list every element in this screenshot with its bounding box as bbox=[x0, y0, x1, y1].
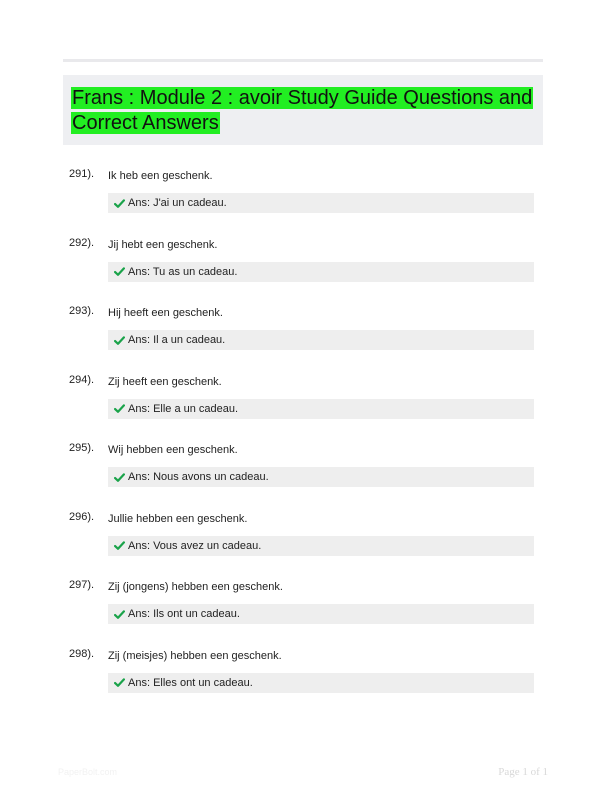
question-text: Zij (jongens) hebben een geschenk. bbox=[108, 581, 283, 593]
check-icon bbox=[114, 609, 125, 620]
page-title-text: Frans : Module 2 : avoir Study Guide Questions and Correct Answers bbox=[72, 87, 533, 134]
answer-text: Ans: Elles ont un cadeau. bbox=[128, 676, 253, 689]
check-icon bbox=[114, 198, 125, 209]
question-number: 293). bbox=[69, 305, 95, 317]
answer-text: Ans: J'ai un cadeau. bbox=[128, 197, 227, 209]
check-icon bbox=[114, 472, 125, 483]
answer-text: Ans: Elle a un cadeau. bbox=[128, 402, 239, 415]
question-text: Hij heeft een geschenk. bbox=[108, 307, 223, 319]
qa-item bbox=[63, 503, 543, 572]
qa-item bbox=[63, 229, 543, 298]
answer-text: Ans: Tu as un cadeau. bbox=[128, 265, 238, 278]
question-text: Jij hebt een geschenk. bbox=[108, 238, 218, 251]
answer-text: Ans: Nous avons un cadeau. bbox=[128, 471, 269, 483]
check-icon bbox=[114, 540, 125, 551]
answer-box bbox=[108, 262, 534, 282]
answer-text: Ans: Il a un cadeau. bbox=[128, 334, 226, 346]
answer-box bbox=[108, 330, 534, 350]
qa-item bbox=[63, 366, 543, 435]
check-icon bbox=[114, 403, 125, 414]
question-number: 295). bbox=[69, 442, 95, 454]
page-number: Page 1 of 1 bbox=[498, 766, 548, 778]
check-icon bbox=[114, 266, 125, 277]
check-icon bbox=[114, 677, 125, 688]
question-number: 298). bbox=[69, 647, 95, 660]
qa-item bbox=[63, 640, 543, 709]
question-text: Zij (meisjes) hebben een geschenk. bbox=[108, 649, 282, 662]
title-banner bbox=[63, 75, 543, 145]
answer-text: Ans: Ils ont un cadeau. bbox=[128, 608, 240, 620]
question-number: 297). bbox=[69, 579, 95, 591]
qa-item bbox=[63, 434, 543, 503]
question-number: 292). bbox=[69, 236, 95, 249]
qa-list bbox=[63, 160, 543, 708]
question-number: 291). bbox=[69, 168, 95, 180]
check-icon bbox=[114, 335, 125, 346]
page-title bbox=[71, 86, 535, 136]
answer-box bbox=[108, 399, 534, 419]
question-number: 294). bbox=[69, 373, 95, 386]
answer-box bbox=[108, 673, 534, 693]
question-text: Zij heeft een geschenk. bbox=[108, 375, 222, 388]
answer-box bbox=[108, 193, 534, 213]
footer-watermark: PaperBolt.com bbox=[58, 767, 118, 777]
answer-box bbox=[108, 604, 534, 624]
qa-item bbox=[63, 571, 543, 640]
question-number: 296). bbox=[69, 510, 95, 523]
answer-box bbox=[108, 536, 534, 556]
question-text: Wij hebben een geschenk. bbox=[108, 444, 238, 456]
qa-item bbox=[63, 160, 543, 229]
answer-box bbox=[108, 467, 534, 487]
top-divider bbox=[63, 59, 543, 62]
answer-text: Ans: Vous avez un cadeau. bbox=[128, 539, 262, 552]
qa-item bbox=[63, 297, 543, 366]
question-text: Ik heb een geschenk. bbox=[108, 170, 213, 182]
question-text: Jullie hebben een geschenk. bbox=[108, 512, 248, 525]
